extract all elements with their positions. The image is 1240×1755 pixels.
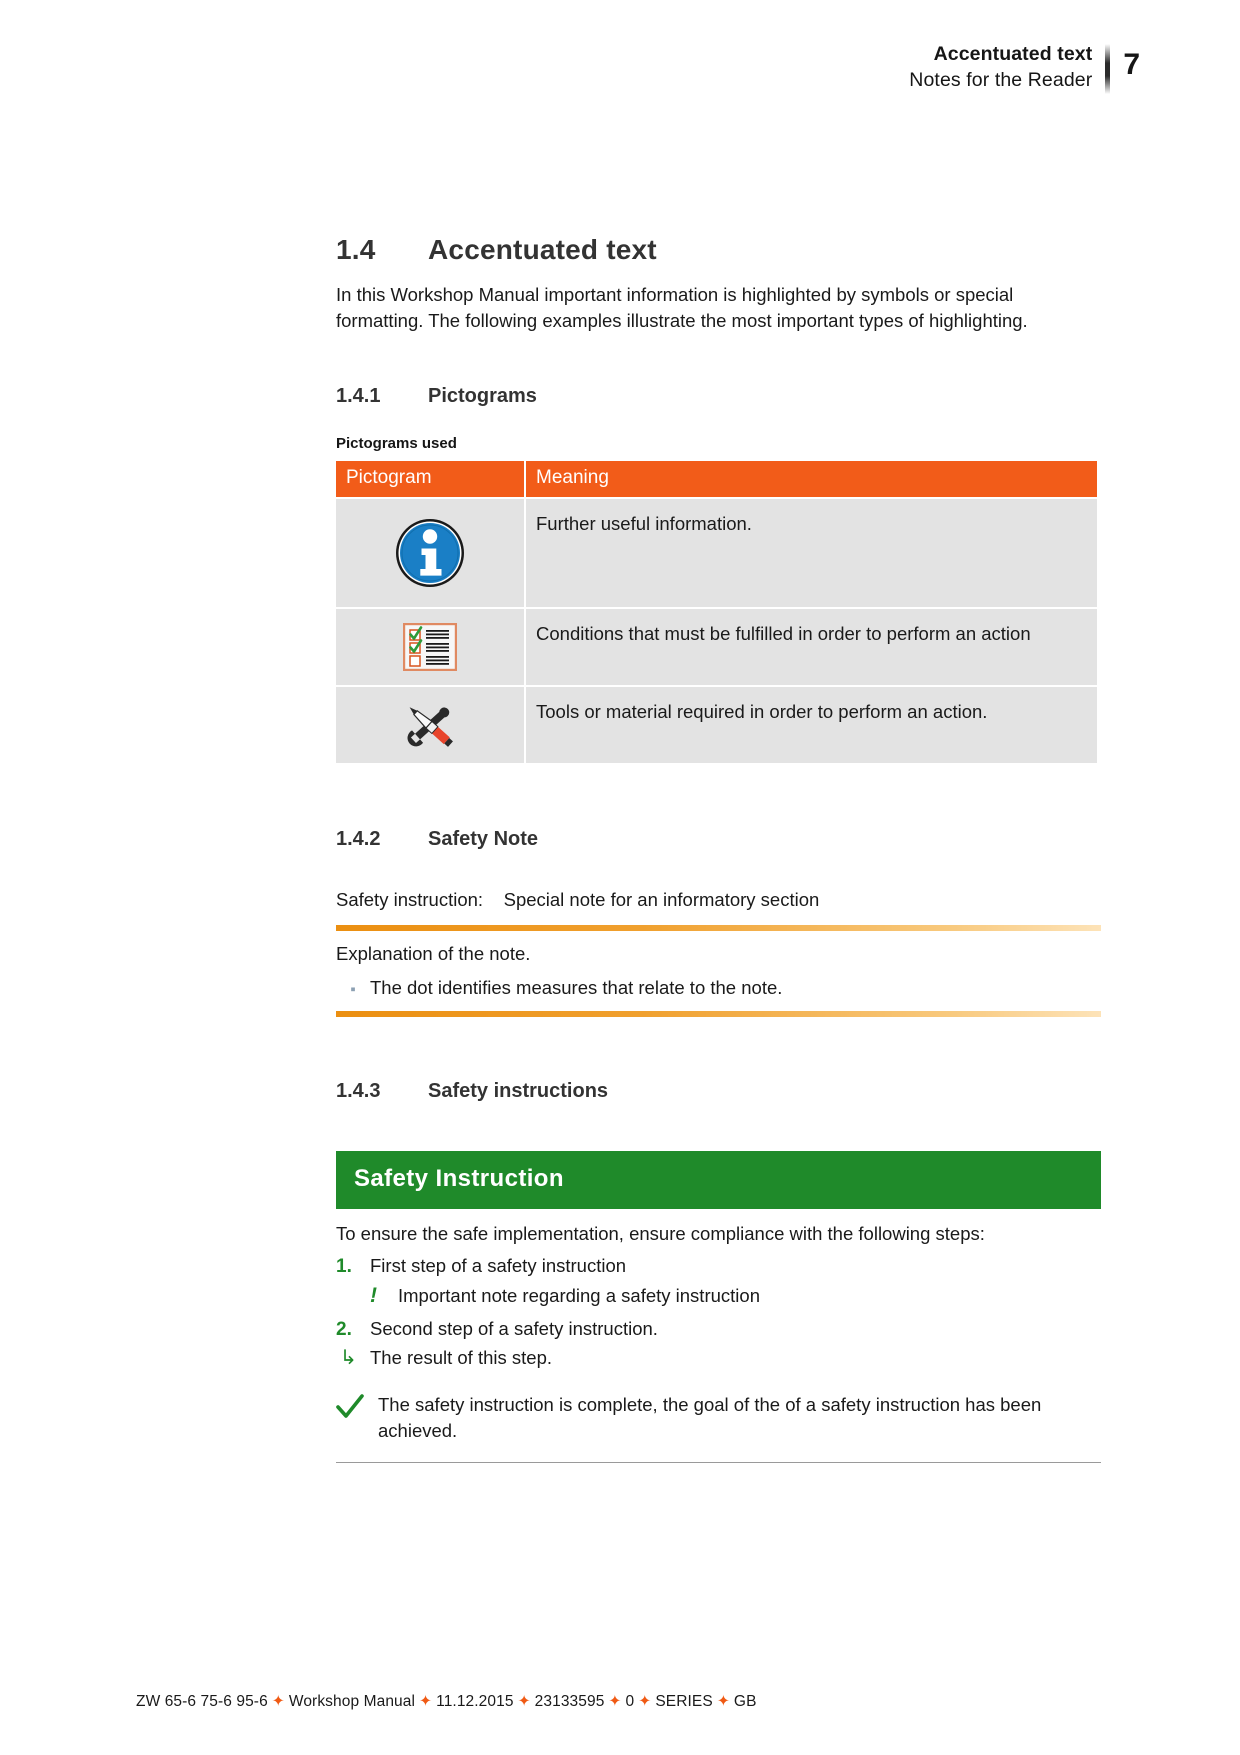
safety-instruction-step — [336, 1255, 1142, 1278]
step-text: First step of a safety instruction — [370, 1255, 627, 1277]
step-note-text: Important note regarding a safety instruction — [398, 1285, 760, 1307]
footer-separator-icon: ✦ — [517, 1693, 531, 1710]
section-heading-1-4-3 — [336, 1080, 1142, 1103]
section-heading-1-4-1 — [336, 385, 1142, 408]
safety-note-bottom-bar — [336, 1011, 1101, 1017]
page-footer — [136, 1692, 757, 1711]
subsection-number: 1.4.1 — [336, 384, 381, 407]
table-row — [336, 609, 1097, 685]
section-heading-1-4 — [336, 234, 1142, 266]
header-title: Accentuated text — [933, 43, 1093, 65]
pictogram-cell — [336, 687, 524, 763]
pictogram-cell — [336, 609, 524, 685]
safety-note-bullet-item — [336, 977, 1101, 999]
safety-instruction-header: Safety Instruction — [336, 1151, 1101, 1209]
safety-instruction-step-note — [336, 1284, 1142, 1308]
table-header-row — [336, 461, 1097, 497]
footer-separator-icon: ✦ — [271, 1693, 285, 1710]
table-row — [336, 499, 1097, 607]
safety-note-explanation: Explanation of the note. — [336, 943, 531, 965]
footer-part-4: 0 — [625, 1693, 635, 1710]
subsection-number: 1.4.3 — [336, 1080, 381, 1103]
safety-note-lead — [336, 887, 1101, 913]
pictogram-cell — [336, 499, 524, 607]
footer-part-6: GB — [733, 1693, 757, 1710]
exclamation-icon: ! — [370, 1284, 377, 1308]
section-title: Accentuated text — [428, 234, 657, 265]
section-intro-paragraph: In this Workshop Manual important information is highlighted by symbols or special formatting. The following examples illustrate the most important types of highlighting. — [336, 284, 1028, 332]
footer-part-5: SERIES — [655, 1693, 713, 1710]
column-header-meaning: Meaning — [526, 461, 1097, 497]
footer-part-2: 11.12.2015 — [436, 1693, 514, 1710]
section-heading-1-4-2 — [336, 828, 1142, 851]
footer-part-3: 23133595 — [534, 1693, 605, 1710]
subsection-title: Safety instructions — [428, 1080, 609, 1103]
content-column — [336, 0, 1142, 1463]
bullet-dot-icon: ▪ — [350, 981, 356, 999]
footer-separator-icon: ✦ — [419, 1693, 433, 1710]
safety-instruction-result — [336, 1345, 1142, 1370]
safety-note-lead-text: Special note for an informatory section — [503, 888, 820, 910]
footer-part-1: Workshop Manual — [288, 1693, 416, 1710]
meaning-cell: Tools or material required in order to perform an action. — [526, 687, 1097, 763]
section-number: 1.4 — [336, 234, 376, 265]
subsection-number: 1.4.2 — [336, 827, 381, 850]
information-icon — [394, 517, 466, 589]
footer-part-0: ZW 65-6 75-6 95-6 — [136, 1693, 268, 1710]
safety-instruction-block — [336, 1151, 1142, 1463]
page-number: 7 — [1123, 48, 1140, 81]
step-number: 2. — [336, 1319, 352, 1341]
footer-separator-icon: ✦ — [608, 1693, 622, 1710]
subsection-title: Safety Note — [428, 827, 539, 850]
checklist-icon — [403, 623, 457, 671]
safety-note-block — [336, 887, 1101, 1018]
safety-note-bullet-text: The dot identifies measures that relate to the note. — [370, 977, 783, 999]
step-text: Second step of a safety instruction. — [370, 1318, 658, 1340]
safety-instruction-step — [336, 1318, 1142, 1341]
subsection-title: Pictograms — [428, 384, 537, 407]
result-arrow-icon: ↳ — [340, 1347, 357, 1370]
safety-note-label: Safety instruction: — [336, 888, 484, 910]
completion-text: The safety instruction is complete, the goal of the of a safety instruction has been achieved. — [378, 1394, 1042, 1442]
result-text: The result of this step. — [370, 1347, 553, 1369]
header-subtitle: Notes for the Reader — [909, 68, 1093, 91]
check-icon-glyph — [336, 1394, 364, 1420]
tools-icon — [399, 699, 461, 751]
table-caption: Pictograms used — [336, 434, 457, 452]
meaning-cell: Further useful information. — [526, 499, 1097, 607]
safety-instruction-intro: To ensure the safe implementation, ensure compliance with the following steps: — [336, 1223, 985, 1245]
pictograms-table — [334, 459, 1099, 765]
meaning-cell: Conditions that must be fulfilled in order to perform an action — [526, 609, 1097, 685]
footer-separator-icon: ✦ — [638, 1693, 652, 1710]
step-number: 1. — [336, 1256, 352, 1278]
safety-instruction-completion — [336, 1392, 1101, 1444]
check-icon — [336, 1392, 378, 1427]
safety-note-top-bar — [336, 925, 1101, 931]
table-row — [336, 687, 1097, 763]
section-divider — [336, 1462, 1101, 1463]
column-header-pictogram: Pictogram — [336, 461, 524, 497]
footer-separator-icon: ✦ — [716, 1693, 730, 1710]
